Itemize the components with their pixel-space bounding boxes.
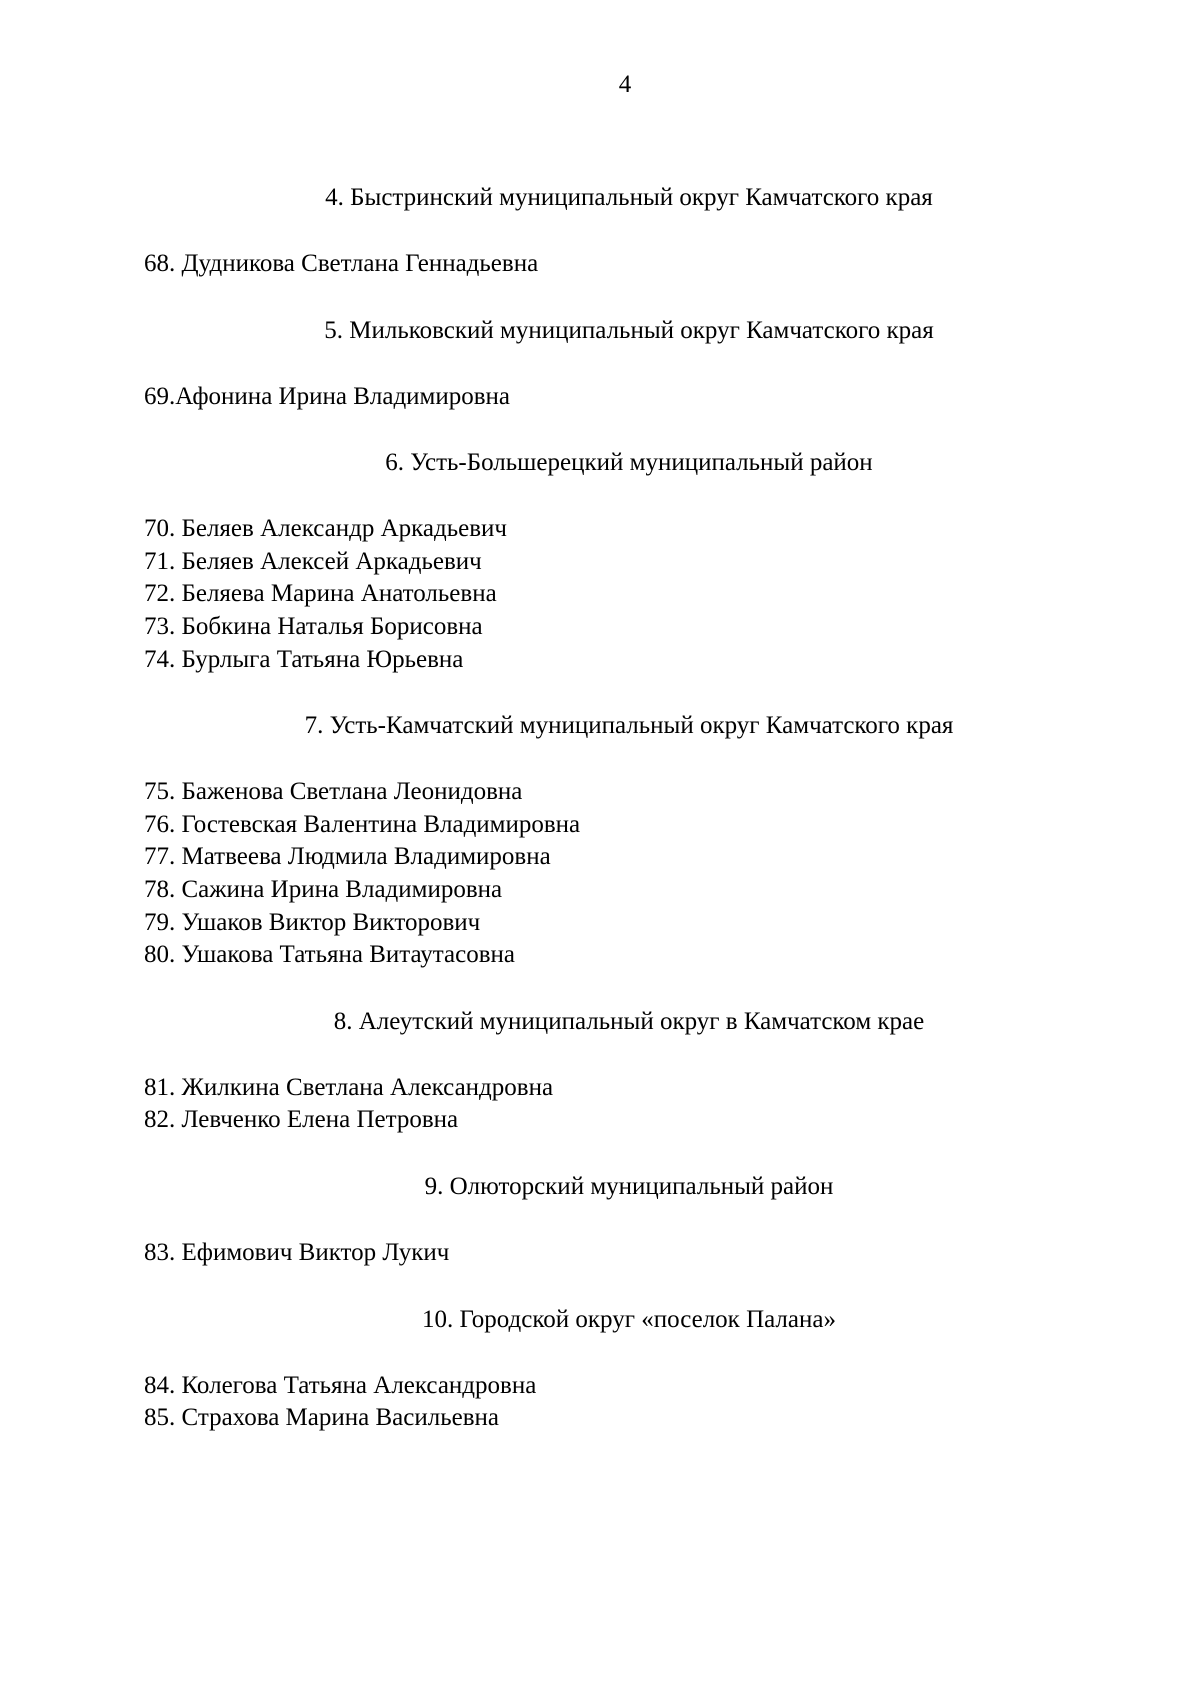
list-item: 71. Беляев Алексей Аркадьевич (144, 547, 482, 575)
list-item: 69.Афонина Ирина Владимировна (144, 382, 511, 410)
name-list (144, 1072, 1114, 1137)
list-item: 73. Бобкина Наталья Борисовна (144, 612, 483, 640)
list-item: 72. Беляева Марина Анатольевна (144, 580, 497, 608)
list-item: 74. Бурлыга Татьяна Юрьевна (144, 645, 464, 673)
document-body (144, 183, 1114, 1470)
list-item: 76. Гостевская Валентина Владимировна (144, 810, 581, 838)
section-heading: 9. Олюторский муниципальный район (424, 1172, 834, 1200)
section-district-5 (144, 316, 1114, 414)
page-number: 4 (618, 71, 632, 98)
name-list (144, 248, 1114, 281)
section-heading: 4. Быстринский муниципальный округ Камчатского края (325, 184, 933, 211)
section-district-8 (144, 1007, 1114, 1137)
name-list (144, 776, 1114, 972)
section-district-10 (144, 1305, 1114, 1435)
name-list (144, 1237, 1114, 1270)
section-heading: 8. Алеутский муниципальный округ в Камчатском крае (333, 1007, 925, 1035)
section-district-9 (144, 1172, 1114, 1270)
list-item: 77. Матвеева Людмила Владимировна (144, 843, 551, 871)
name-list (144, 381, 1114, 414)
section-heading: 5. Мильковский муниципальный округ Камчатского края (324, 316, 934, 344)
list-item: 83. Ефимович Виктор Лукич (144, 1238, 450, 1266)
section-district-7 (144, 711, 1114, 972)
list-item: 85. Страхова Марина Васильевна (144, 1404, 499, 1432)
section-heading: 6. Усть-Большерецкий муниципальный район (385, 449, 873, 477)
section-heading: 10. Городской округ «поселок Палана» (422, 1305, 836, 1333)
list-item: 82. Левченко Елена Петровна (144, 1106, 459, 1134)
section-district-6 (144, 448, 1114, 676)
list-item: 80. Ушакова Татьяна Витаутасовна (144, 941, 516, 969)
name-list (144, 513, 1114, 676)
list-item: 75. Баженова Светлана Леонидовна (144, 778, 523, 806)
list-item: 68. Дудникова Светлана Геннадьевна (144, 250, 539, 277)
section-heading: 7. Усть-Камчатский муниципальный округ Камчатского края (304, 712, 954, 740)
list-item: 84. Колегова Татьяна Александровна (144, 1371, 537, 1399)
list-item: 79. Ушаков Виктор Викторович (144, 908, 481, 936)
list-item: 78. Сажина Ирина Владимировна (144, 875, 503, 903)
list-item: 81. Жилкина Светлана Александровна (144, 1073, 554, 1101)
name-list (144, 1370, 1114, 1435)
list-item: 70. Беляев Александр Аркадьевич (144, 515, 507, 543)
section-district-4 (144, 183, 1114, 281)
